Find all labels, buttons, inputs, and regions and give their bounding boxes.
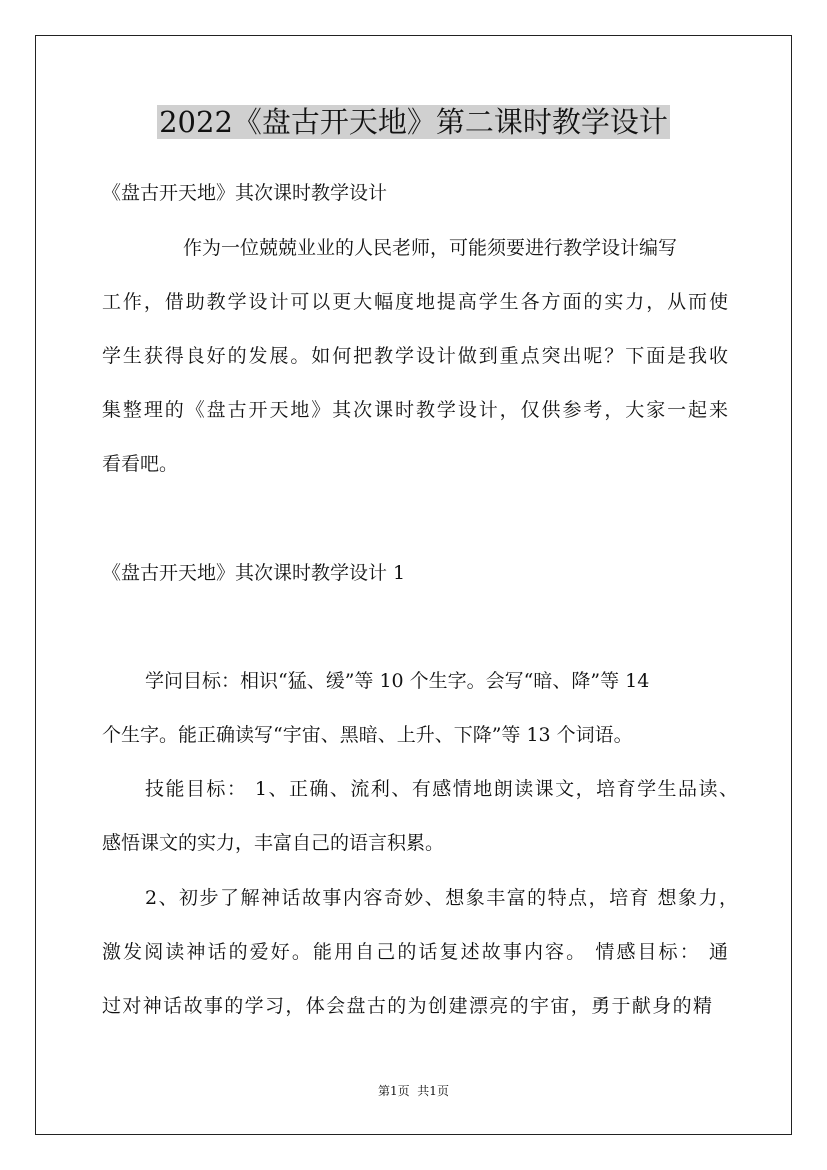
- intro-line: 集整理的《盘古开天地》其次课时教学设计，仅供参考，大家一起来: [102, 399, 728, 421]
- intro-line: 看看吧。: [102, 453, 179, 475]
- intro-line: 作为一位兢兢业业的人民老师，可能须要进行教学设计编写: [183, 237, 678, 259]
- page-footer: 第1页 共1页: [378, 1084, 449, 1098]
- intro-line: 工作，借助教学设计可以更大幅度地提高学生各方面的实力，从而使: [102, 291, 728, 313]
- title-text: 2022《盘古开天地》第二课时教学设计: [159, 105, 668, 139]
- section-line: 激发阅读神话的爱好。能用自己的话复述故事内容。 情感目标： 通: [102, 941, 728, 963]
- section-line: 感悟课文的实力，丰富自己的语言积累。: [102, 832, 445, 854]
- section-line: 2、初步了解神话故事内容奇妙、想象丰富的特点，培育 想象力，: [145, 887, 738, 909]
- intro-line: 学生获得良好的发展。如何把教学设计做到重点突出呢？下面是我收: [102, 345, 728, 367]
- section-heading: 《盘古开天地》其次课时教学设计 1: [102, 562, 406, 584]
- section-line: 过对神话故事的学习，体会盘古的为创建漂亮的宇宙，勇于献身的精: [102, 995, 712, 1017]
- subtitle: 《盘古开天地》其次课时教学设计: [102, 182, 388, 204]
- document-title: [0, 100, 827, 144]
- section-line: 技能目标： 1、正确、流利、有感情地朗读课文，培育学生品读、: [145, 778, 738, 800]
- section-line: 个生字。能正确读写“宇宙、黑暗、上升、下降”等 13 个词语。: [102, 724, 633, 746]
- section-line: 学问目标：相识“猛、缓”等 10 个生字。会写“暗、降”等 14: [145, 670, 650, 692]
